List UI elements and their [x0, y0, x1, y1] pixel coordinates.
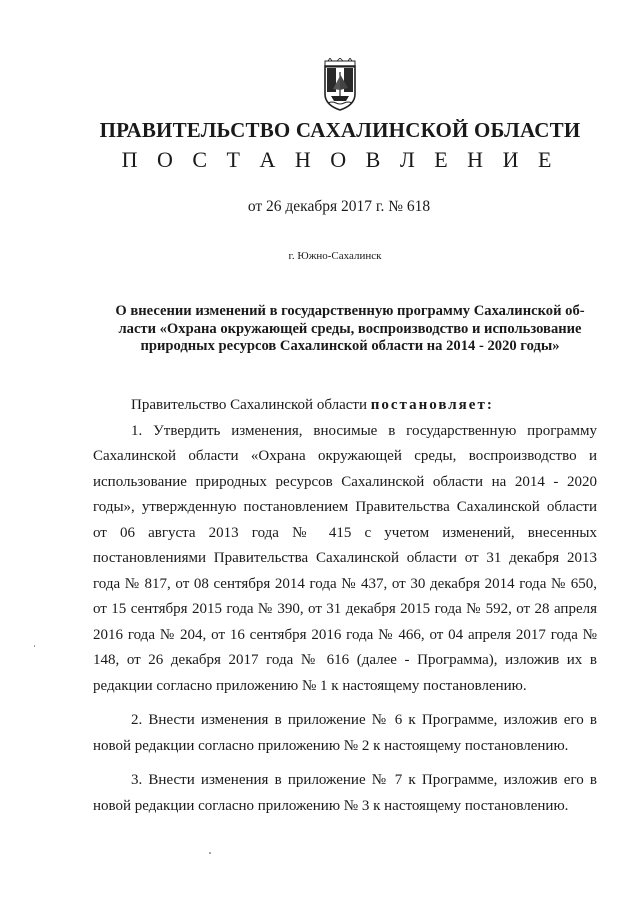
intro-text: Правительство Сахалинской области: [131, 397, 371, 413]
decree-item-3: 3. Внести изменения в приложение № 7 к Программе, изложив его в новой редакции согласно приложению № 3 к настоящему постановлению.: [93, 772, 597, 814]
document-subject: [100, 303, 600, 356]
scan-speck: [209, 852, 211, 854]
government-title: ПРАВИТЕЛЬСТВО САХАЛИНСКОЙ ОБЛАСТИ: [99, 118, 581, 142]
subject-line: ласти «Охрана окружающей среды, воспроизводство и использование: [118, 320, 582, 337]
document-city: г. Южно-Сахалинск: [288, 250, 382, 262]
decree-intro: [93, 393, 597, 419]
document-type: П О С Т А Н О В Л Е Н И Е: [121, 147, 559, 172]
subject-line: природных ресурсов Сахалинской области на 2014 - 2020 годы»: [140, 338, 560, 354]
decree-item-2: 2. Внести изменения в приложение № 6 к Программе, изложив его в новой редакции согласно приложению № 2 к настоящему постановлению.: [93, 712, 597, 754]
decree-item-1: 1. Утвердить изменения, вносимые в государственную программу Сахалинской области «Охрана окружающей среды, воспроизводство и использование природных ресурсов Сахалинской области на 2014 - 2020 годы», утвержденную постановлением Правительства Сахалинской области от 06 августа 2013 года № 415 с учетом изменений, внесенных постановлениями Правительства Сахалинской области от 31 декабря 2013 года № 817, от 08 сентября 2014 года № 437, от 30 декабря 2014 года № 650, от 15 сентября 2015 года № 390, от 31 декабря 2015 года № 592, от 28 апреля 2016 года № 204, от 16 сентября 2016 года № 466, от 04 апреля 2017 года № 148, от 26 декабря 2017 года № 616 (далее - Программа), изложив их в редакции согласно приложению № 1 к настоящему постановлению.: [93, 422, 597, 694]
document-body: [93, 393, 597, 819]
subject-line: О внесении изменений в государственную программу Сахалинской об-: [115, 303, 585, 319]
scan-speck: [34, 645, 35, 647]
decree-keyword: постановляет:: [370, 397, 494, 413]
sakhalin-coat-of-arms-icon: [322, 58, 358, 112]
document-date-number: от 26 декабря 2017 г. № 618: [247, 198, 431, 215]
